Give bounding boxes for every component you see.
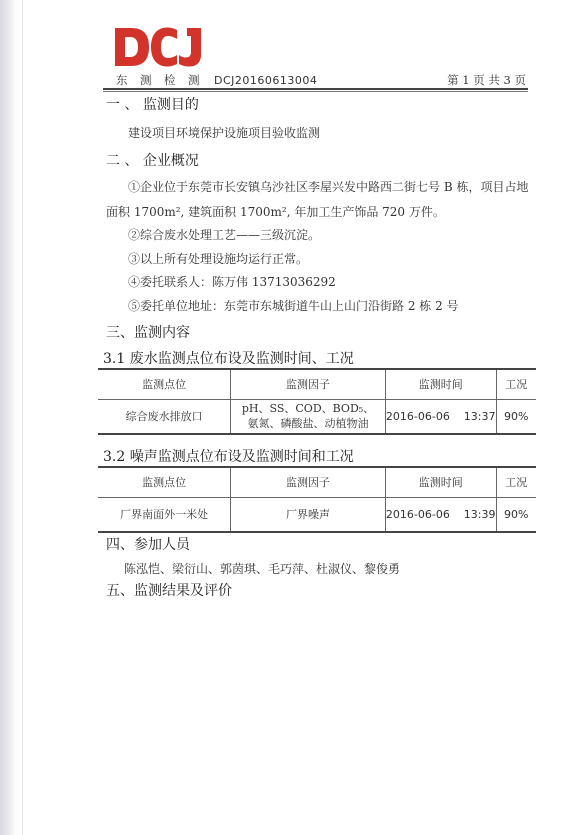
company-area: 面积 1700m², 建筑面积 1700m², 年加工生产饰品 720 万件。 [106,205,445,219]
col-header-time: 监测时间 [385,369,496,399]
client-address: ⑤委托单位地址：东莞市东城街道牛山上山门沿街路 2 栋 2 号 [128,299,459,313]
report-code: DCJ20160613004 [214,74,318,87]
section-5-heading: 五、监测结果及评价 [106,583,232,599]
treatment-process: ②综合废水处理工艺——三级沉淀。 [128,228,321,242]
table-header-row [98,369,536,399]
section-1-text: 建设项目环境保护设施项目验收监测 [128,126,321,140]
section-1-heading: 一 、 监测目的 [106,97,199,113]
header-rule-thin [103,91,528,92]
page-header [106,72,526,88]
contact-person: ④委托联系人：陈万伟 13713036292 [128,275,336,289]
col-header-factor: 监测因子 [231,467,386,497]
wastewater-table [98,368,536,435]
cell-time: 2016-06-06 13:39 [385,497,496,532]
section-3-1-heading: 3.1 废水监测点位布设及监测时间、工况 [103,351,354,367]
dcj-logo [113,26,203,68]
section-2-heading: 二 、 企业概况 [106,153,199,169]
scan-shadow [0,0,16,835]
table-row [98,497,536,532]
cell-point: 厂界南面外一米处 [120,508,209,522]
scan-line [22,0,23,835]
factors-line-2: 氨氮、磷酸盐、动植物油 [247,417,369,431]
company-location: ①企业位于东莞市长安镇乌沙社区李屋兴发中路西二街七号 B 栋，项目占地 [128,180,529,194]
factors-line-1: pH、SS、COD、BOD₅、 [241,402,375,416]
noise-table [98,466,536,533]
section-3-2-heading: 3.2 噪声监测点位布设及监测时间和工况 [103,449,354,465]
cell-load: 90% [496,497,536,532]
cell-load: 90% [496,399,536,434]
cell-time: 2016-06-06 13:37 [385,399,496,434]
col-header-load: 工况 [496,467,536,497]
section-3-heading: 三、监测内容 [106,325,190,341]
facility-status: ③以上所有处理设施均运行正常。 [128,252,309,266]
cell-factors [231,399,386,434]
col-header-factor: 监测因子 [231,369,386,399]
table-header-row [98,467,536,497]
cell-factor: 厂界噪声 [231,497,386,532]
cell-point: 综合废水排放口 [125,410,203,424]
section-4-heading: 四、参加人员 [106,537,190,553]
table-row [98,399,536,434]
col-header-time: 监测时间 [385,467,496,497]
col-header-point: 监测点位 [98,467,231,497]
participants: 陈泓恺、梁衍山、郭茵琪、毛巧萍、杜淑仪、黎俊勇 [124,562,401,576]
page-number: 第 1 页 共 3 页 [447,73,526,87]
col-header-load: 工况 [496,369,536,399]
header-rule [103,88,528,90]
header-org: 东 测 检 测 DCJ20160613004 [116,73,318,87]
col-header-point: 监测点位 [98,369,231,399]
